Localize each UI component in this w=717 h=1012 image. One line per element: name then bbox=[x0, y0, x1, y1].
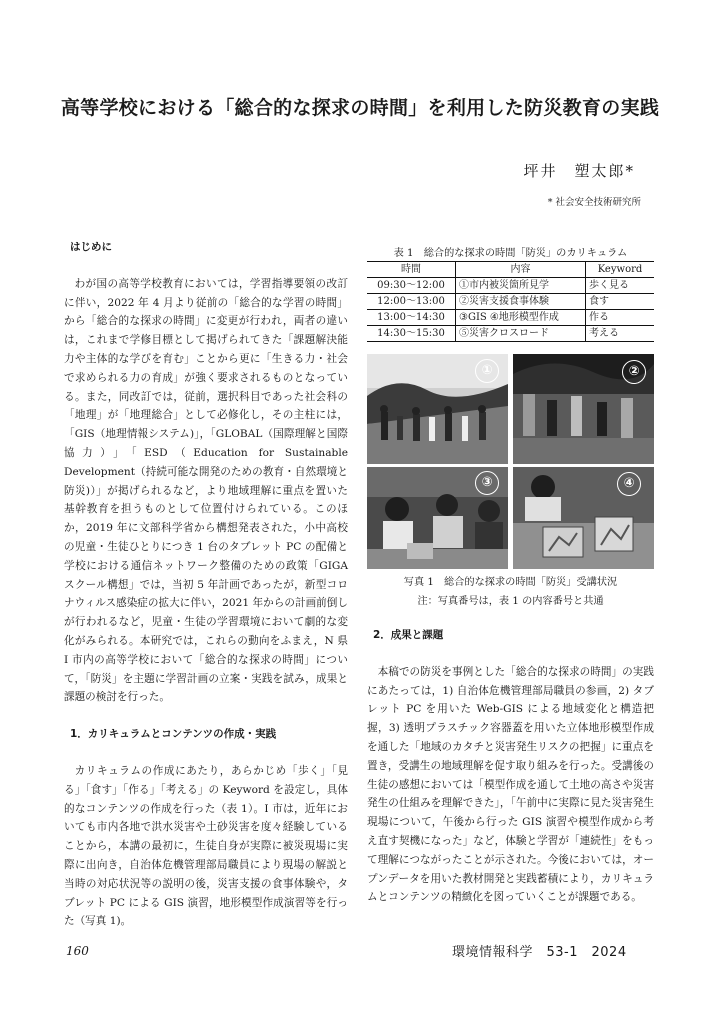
table-header-content: 内容 bbox=[456, 262, 586, 278]
author-name: 坪井 塑太郎* bbox=[523, 162, 635, 180]
section1-paragraph: カリキュラムの作成にあたり，あらかじめ「歩く」「見る」「食す」「作る」「考える」の Keyword を設定し，具体的なコンテンツの作成を行った（表 1）。I 市は，近年においても市内各地で洪水災害や土砂災害を度々経験していることから，本講の最初に，生徒自身が実際に被災現場に実際に出向き，自治体危機管理部局職員により現場の解説と当時の対応状況等の説明の後，災害支援の食事体験や，タブレット PC による GIS 演習，地形模型作成演習等を行った（写真 1)。 bbox=[64, 764, 348, 928]
curriculum-table bbox=[367, 261, 654, 342]
table-row bbox=[367, 310, 654, 326]
photo-number-badge: ④ bbox=[617, 472, 641, 496]
table-header-row bbox=[367, 262, 654, 278]
page-number: 160 bbox=[66, 944, 89, 958]
table-cell: 14:30～15:30 bbox=[367, 326, 456, 342]
author-affiliation: * 社会安全技術研究所 bbox=[547, 197, 641, 208]
table-cell: 考える bbox=[586, 326, 655, 342]
table-row bbox=[367, 294, 654, 310]
table-cell: ②災害支援食事体験 bbox=[456, 294, 586, 310]
table-caption: 表 1 総合的な探求の時間「防災」のカリキュラム bbox=[393, 248, 628, 259]
photo-site-visit bbox=[367, 354, 508, 464]
photo-number-badge: ① bbox=[475, 359, 499, 383]
table-cell: 歩く見る bbox=[586, 278, 655, 294]
section2-paragraph: 本稿での防災を事例とした「総合的な探求の時間」の実践にあたっては，1) 自治体危機管理部局職員の参画，2) タブレット PC を用いた Web-GIS による地域変化と構造把握，3) 透明プラスチック容器蓋を用いた立体地形模型作成を通した「地域のカタチと災害発生リスクの把握」に重点を置き，受講生の地域理解を促す取り組みを行った。受講後の生徒の感想においては「模型作成を通して土地の高さや災害発生の仕組みを理解できた」，「午前中に実際に見た災害発生現場について，午後から行った GIS 演習や模型作成から考え直す契機になった」など，体験と学習が「連続性」をもって理解につながったことが示された。今後においては，オープンデータを用いた教材開発と実践蓄積により，カリキュラムとコンテンツの精緻化を図っていくことが課題である。 bbox=[367, 665, 654, 904]
photo-note: 注：写真番号は，表 1 の内容番号と共通 bbox=[417, 596, 604, 607]
photo-meal-experience bbox=[513, 354, 654, 464]
photo-gis-exercise bbox=[367, 467, 508, 569]
table-cell: ⑤災害クロスロード bbox=[456, 326, 586, 342]
section1-heading: 1．カリキュラムとコンテンツの作成・実践 bbox=[70, 728, 277, 741]
table-cell: 09:30～12:00 bbox=[367, 278, 456, 294]
intro-heading: はじめに bbox=[70, 241, 112, 253]
table-cell: 13:00～14:30 bbox=[367, 310, 456, 326]
paper-title: 高等学校における「総合的な探求の時間」を利用した防災教育の実践 bbox=[60, 97, 660, 119]
table-cell: 作る bbox=[586, 310, 655, 326]
photo-caption: 写真 1 総合的な探求の時間「防災」受講状況 bbox=[403, 577, 618, 588]
journal-name: 環境情報科学 53-1 2024 bbox=[452, 945, 627, 960]
intro-paragraph: わが国の高等学校教育においては，学習指導要領の改訂に伴い，2022 年 4 月より従前の「総合的な学習の時間」から「総合的な探求の時間」に変更が行われ，両者の違いは，これまで学修目標として掲げられてきた「課題解決能力や主体的な学びを育む」ことから更に「生きる力・社会で求められる力の育成」が強く要求されるものとなっている。また，同改訂では，従前，選択科目であった社会科の「地理」が「地理総合」として必修化し，その主柱には，「GIS（地理情報システム)」，「GLOBAL（国際理解と国際協力）」「ESD（Education for Sustainable Development（持続可能な開発のための教育・自然環境と防災)）」が掲げられるなど，より地域理解に重点を置いた基幹教育を担うものとして位置付けられている。このほか，2019 年に文部科学省から構想発表された，小中高校の児童・生徒ひとりにつき 1 台のタブレット PC の配備と学校における通信ネットワーク整備のための政策「GIGA スクール構想」では，当初 5 年計画であったが，新型コロナウィルス感染症の拡大に伴い，2021 年からの計画前倒しが行われるなど，児童・生徒の学習環境において劇的な変化がみられる。本研究では，これらの動向をふまえ，N 県 I 市内の高等学校において「総合的な探求の時間」について，「防災」を主題に学習計画の立案・実践を試み，成果と課題の検討を行った。 bbox=[64, 277, 348, 704]
left-column bbox=[64, 238, 348, 931]
table-row bbox=[367, 278, 654, 294]
section2-heading: 2．成果と課題 bbox=[373, 629, 444, 641]
photo-number-badge: ② bbox=[622, 360, 646, 384]
table-cell: ③GIS ④地形模型作成 bbox=[456, 310, 586, 326]
table-header-keyword: Keyword bbox=[586, 262, 655, 278]
photo-terrain-model bbox=[513, 467, 654, 569]
table-header-time: 時間 bbox=[367, 262, 456, 278]
right-column bbox=[367, 626, 654, 907]
table-cell: ①市内被災箇所見学 bbox=[456, 278, 586, 294]
photo-number-badge: ③ bbox=[475, 471, 499, 495]
table-cell: 12:00～13:00 bbox=[367, 294, 456, 310]
table-cell: 食す bbox=[586, 294, 655, 310]
table-row bbox=[367, 326, 654, 342]
